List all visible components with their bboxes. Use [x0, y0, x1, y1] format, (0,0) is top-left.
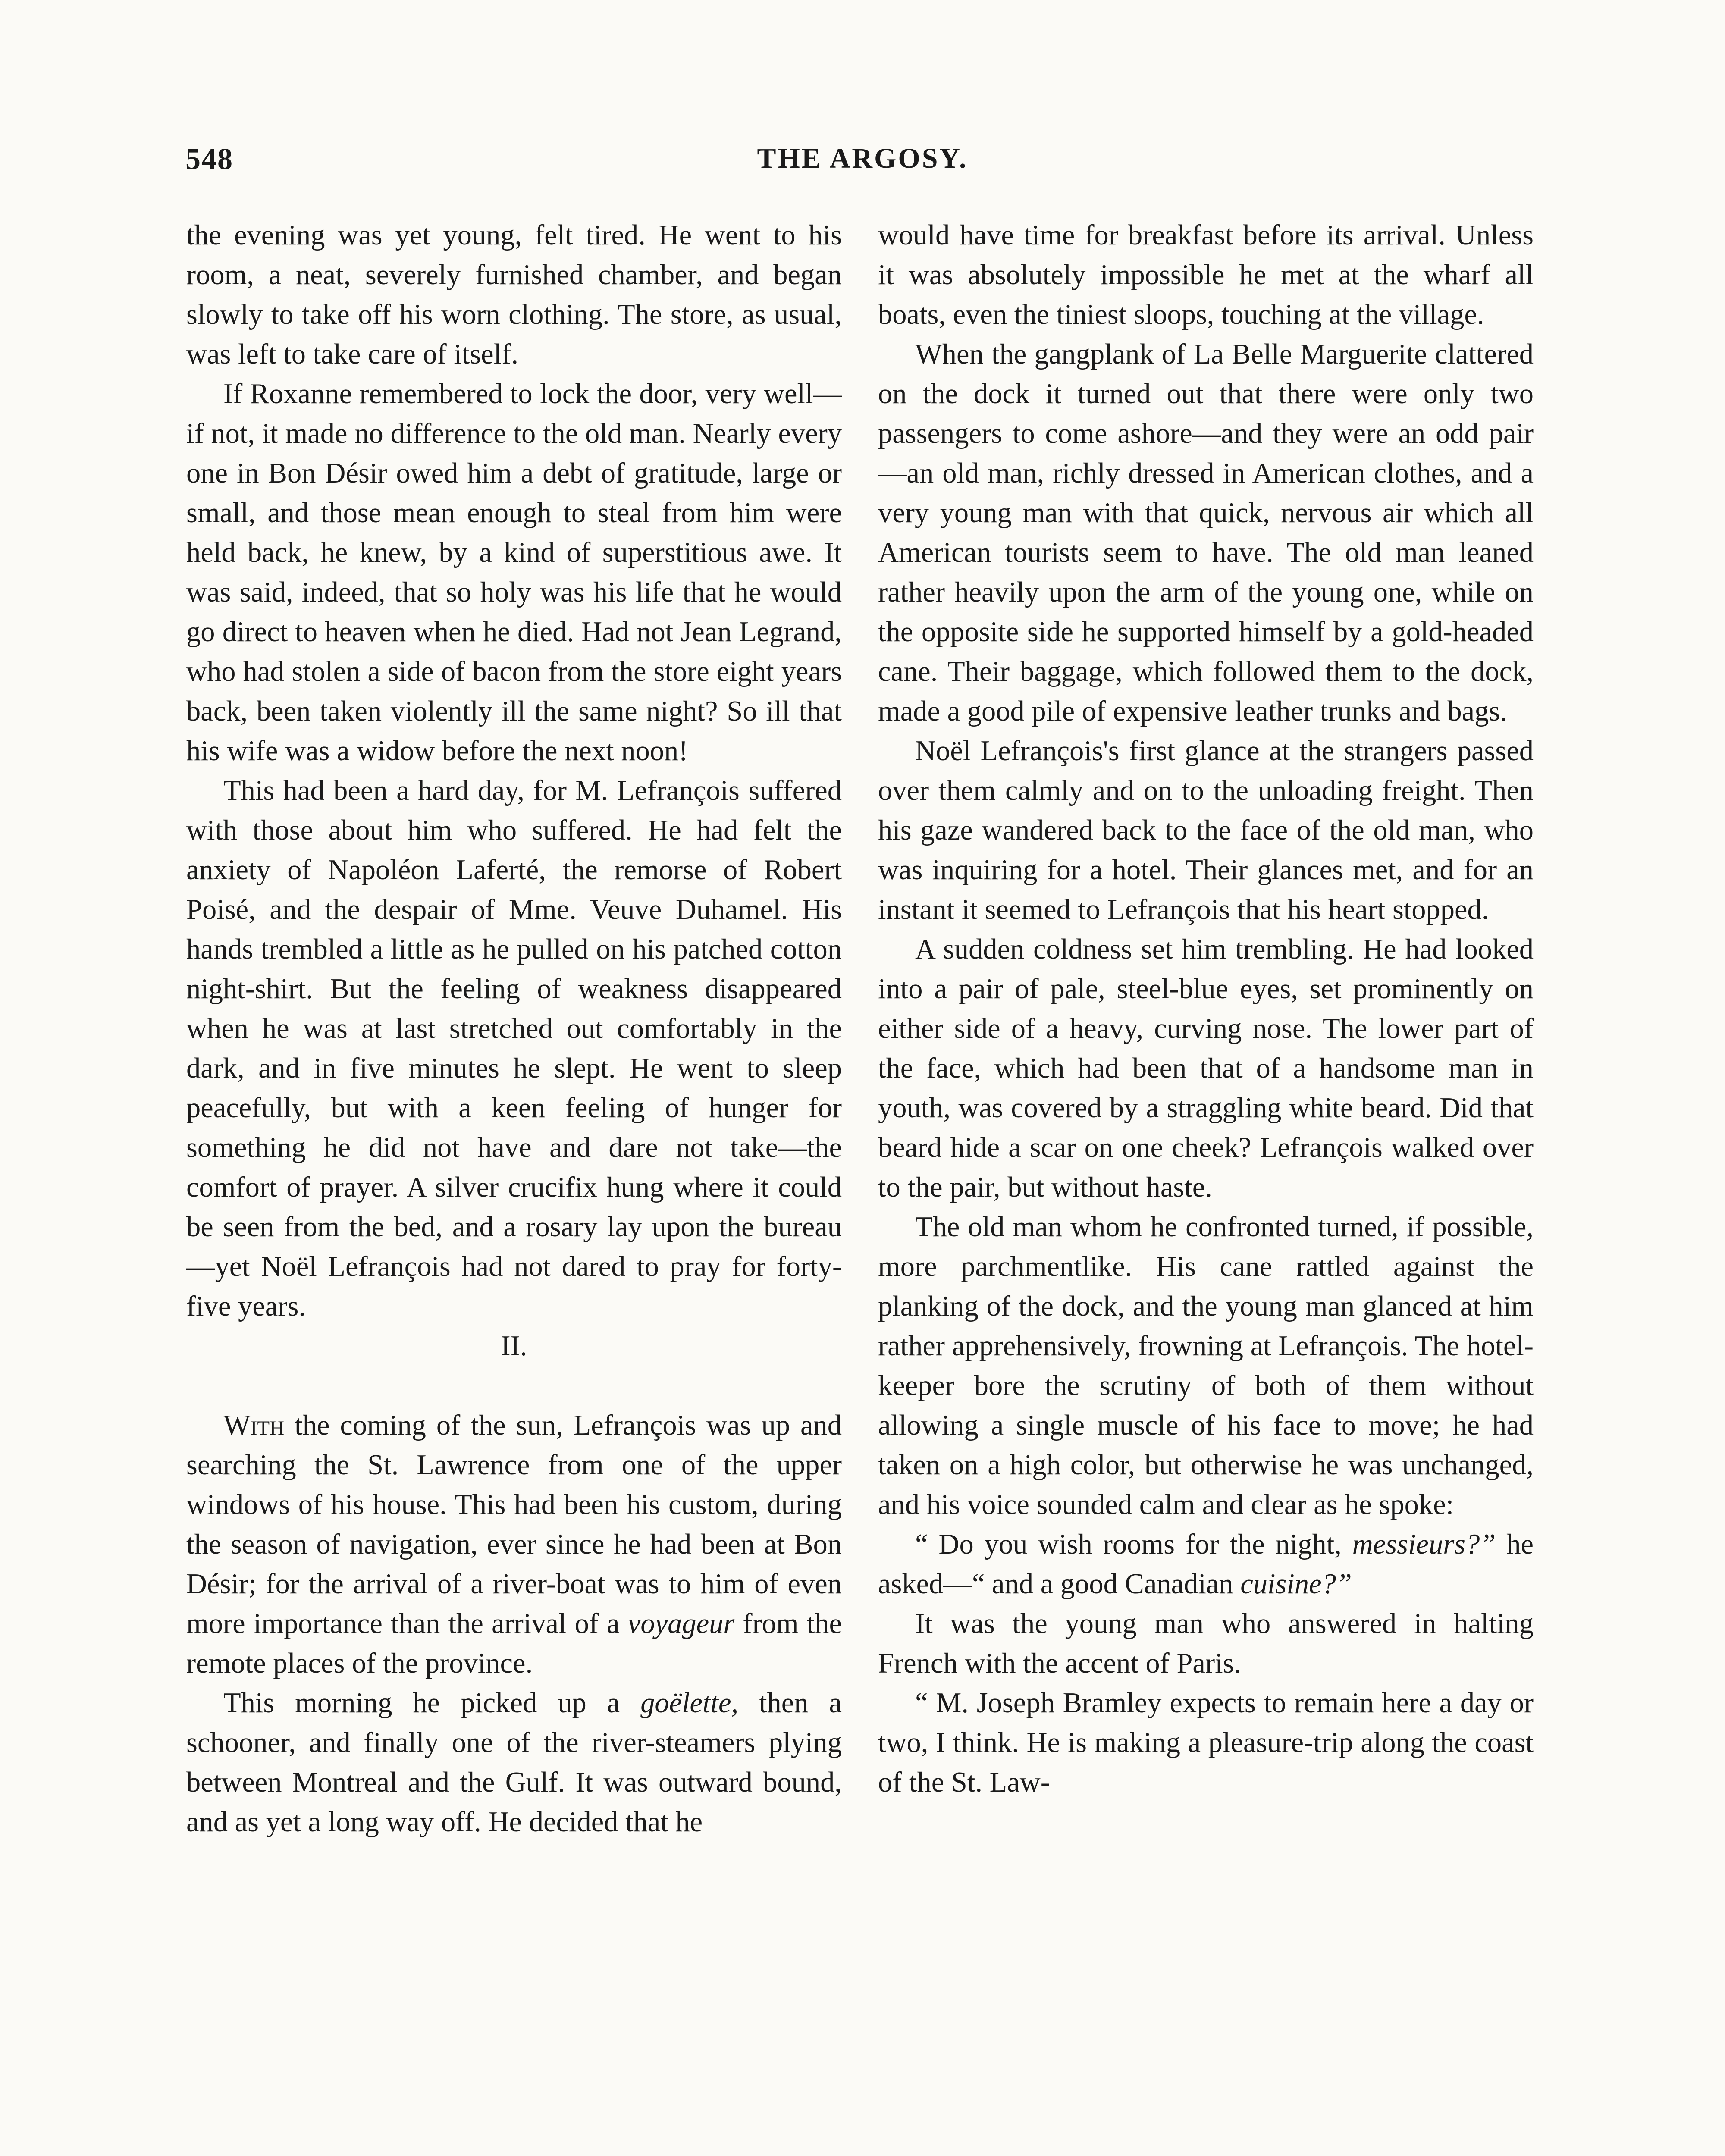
paragraph-old-man: The old man whom he confronted turned, if possible, more parchmentlike. His cane rattled against the planking of the dock, and the young man glanced at him rather apprehensively, frowning at Lefrançois. The hotel-keeper bore the scrutiny of both of them without allowing a single muscle of his face to move; he had taken on a high color, but otherwise he was unchanged, and his voice sounded calm and clear as he spoke: — [878, 1211, 1534, 1520]
paragraph-continued: the evening was yet young, felt tired. He went to his room, a neat, severely furnished chamber, and began slowly to take off his worn clothing. The store, as usual, was left to take care of itself. — [186, 219, 842, 370]
paragraph-young-man: It was the young man who answered in halting French with the accent of Paris. — [878, 1608, 1534, 1679]
paragraph-coldness: A sudden coldness set him trembling. He had looked into a pair of pale, steel-blue eyes, set prominently on either side of a heavy, curving nose. The lower part of the face, which had been that of a handsome man in youth, was covered by a straggling white beard. Did that beard hide a scar on one cheek? Lefrançois walked over to the pair, but without haste. — [878, 934, 1534, 1203]
paragraph-this-morning: This morning he picked up a goëlette, then a schooner, and finally one of the river-steamers plying between Montreal and the Gulf. It was outward bound, and as yet a long way off. He decided that he — [186, 1687, 842, 1838]
right-column — [878, 216, 1534, 1802]
paragraph-dialogue-rooms: “ Do you wish rooms for the night, messieurs?” he asked—“ and a good Canadian cuisine?” — [878, 1529, 1534, 1600]
page-header — [185, 142, 1540, 190]
page-number: 548 — [185, 143, 233, 176]
running-head: THE ARGOSY. — [757, 143, 968, 174]
left-column — [186, 216, 842, 1842]
paragraph-bramley: “ M. Joseph Bramley expects to remain here a day or two, I think. He is making a pleasure-trip along the coast of the St. Law- — [878, 1687, 1534, 1798]
paragraph-hard-day: This had been a hard day, for M. Lefrançois suffered with those about him who suffered. He had felt the anxiety of Napoléon Laferté, the remorse of Robert Poisé, and the despair of Mme. Veuve Duhamel. His hands trembled a little as he pulled on his patched cotton night-shirt. But the feeling of weakness disappeared when he was at last stretched out comfortably in the dark, and in five minutes he slept. He went to sleep peacefully, but with a keen feeling of hunger for something he did not have and dare not take—the comfort of prayer. A silver crucifix hung where it could be seen from the bed, and a rosary lay upon the bureau—yet Noël Lefrançois had not dared to pray for forty-five years. — [186, 775, 842, 1322]
paragraph-sunrise: With the coming of the sun, Lefrançois was up and searching the St. Lawrence from one of the upper windows of his house. This had been his custom, during the season of navigation, ever since he had been at Bon Désir; for the arrival of a river-boat was to him of even more importance than the arrival of a voyageur from the remote places of the province. — [186, 1410, 842, 1679]
paragraph-first-glance: Noël Lefrançois's first glance at the strangers passed over them calmly and on to the unloading freight. Then his gaze wandered back to the face of the old man, who was inquiring for a hotel. Their glances met, and for an instant it seemed to Lefrançois that his heart stopped. — [878, 735, 1534, 925]
paragraph-gangplank: When the gangplank of La Belle Marguerite clattered on the dock it turned out that there were only two passengers to come ashore—and they were an odd pair—an old man, richly dressed in American clothes, and a very young man with that quick, nervous air which all American tourists seem to have. The old man leaned rather heavily upon the arm of the young one, while on the opposite side he supported himself by a gold-headed cane. Their baggage, which followed them to the dock, made a good pile of expensive leather trunks and bags. — [878, 338, 1534, 727]
section-numeral: II. — [501, 1330, 527, 1362]
lead-in-word: With — [223, 1410, 285, 1441]
paragraph-roxanne: If Roxanne remembered to lock the door, very well—if not, it made no difference to the old man. Nearly every one in Bon Désir owed him a debt of gratitude, large or small, and those mean enough to steal from him were held back, he knew, by a kind of superstitious awe. It was said, indeed, that so holy was his life that he would go direct to heaven when he died. Had not Jean Legrand, who had stolen a side of bacon from the store eight years back, been taken violently ill the same night? So ill that his wife was a widow before the next noon! — [186, 378, 842, 767]
paragraph-breakfast: would have time for breakfast before its arrival. Unless it was absolutely impossible he met at the wharf all boats, even the tiniest sloops, touching at the village. — [878, 219, 1534, 330]
